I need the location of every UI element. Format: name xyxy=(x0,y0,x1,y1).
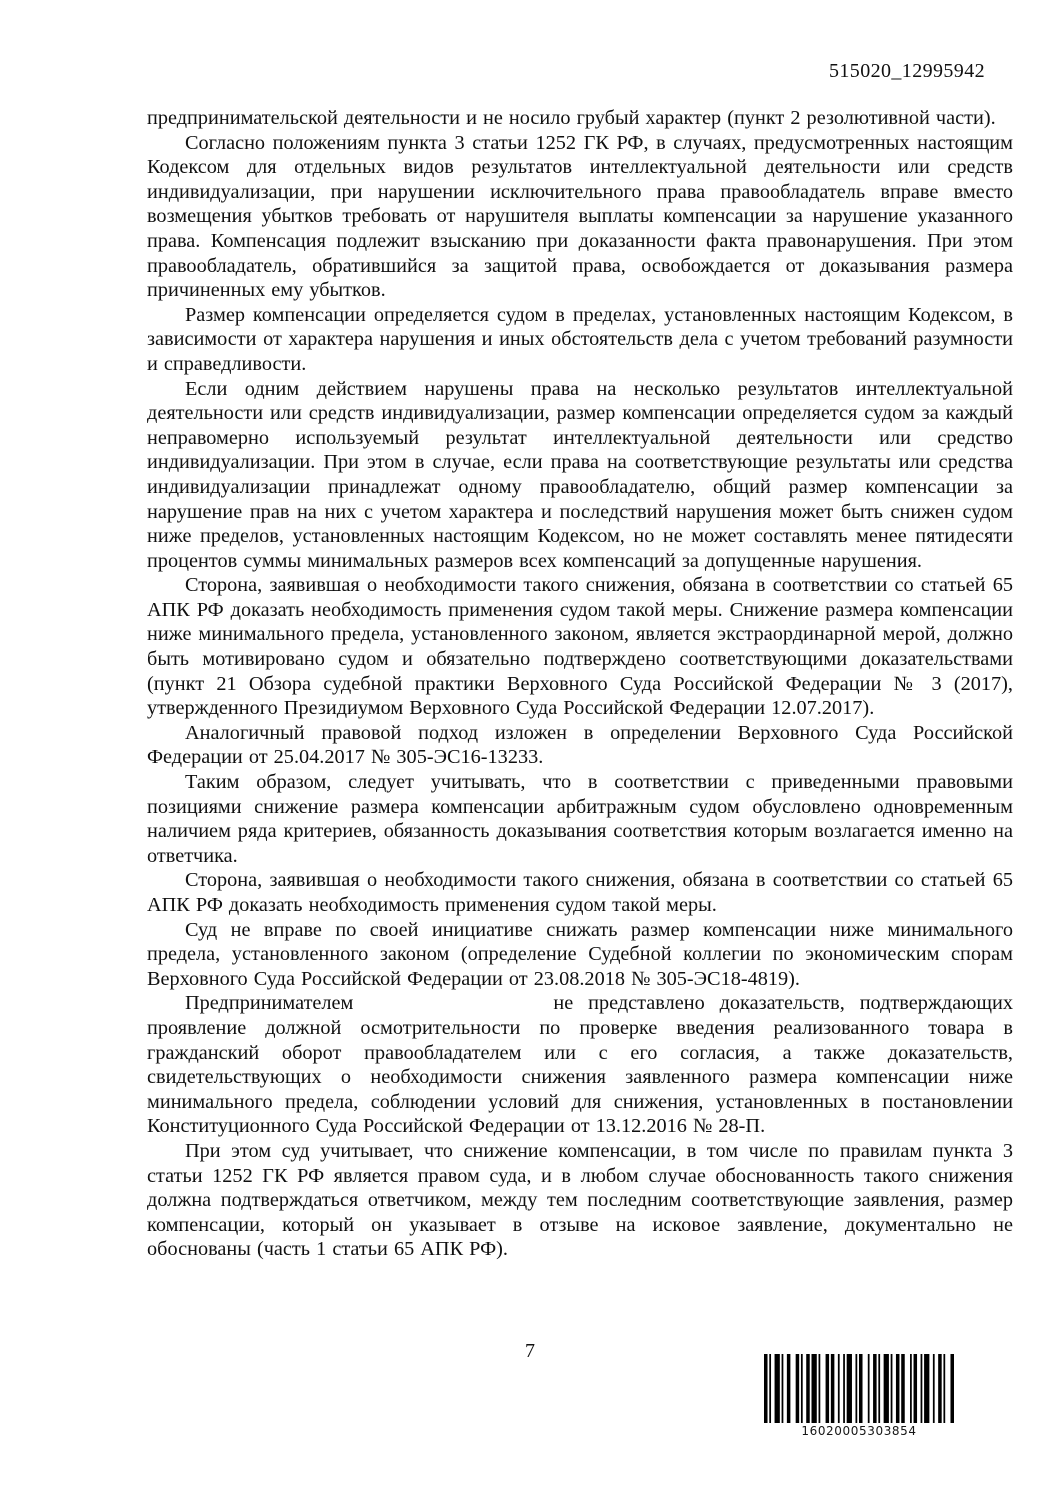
paragraph: Аналогичный правовой подход изложен в определении Верховного Суда Российской Федерации от 25.04.2017 № 305-ЭС16-13233. xyxy=(147,721,1013,769)
document-code: 515020_12995942 xyxy=(829,60,985,82)
paragraph: предпринимательской деятельности и не носило грубый характер (пункт 2 резолютивной части). xyxy=(147,107,996,129)
page-number: 7 xyxy=(525,1340,535,1362)
paragraph: Согласно положениям пункта 3 статьи 1252 ГК РФ, в случаях, предусмотренных настоящим Кодексом для отдельных видов результатов интеллектуальной деятельности или средств индивидуализации, при нарушении исключительного права правообладатель вправе вместо возмещения убытков требовать от нарушителя выплаты компенсации за нарушение указанного права. Компенсация подлежит взысканию при доказанности факта правонарушения. При этом правообладатель, обратившийся за защитой права, освобождается от доказывания размера причиненных ему убытков. xyxy=(147,131,1013,302)
barcode xyxy=(764,1354,954,1438)
paragraph: Сторона, заявившая о необходимости такого снижения, обязана в соответствии со статьей 65 АПК РФ доказать необходимость применения судом такой меры. xyxy=(147,869,1013,916)
barcode-number: 16020005303854 xyxy=(801,1424,917,1438)
paragraph: Сторона, заявившая о необходимости такого снижения, обязана в соответствии со статьей 65 АПК РФ доказать необходимость применения судом такой меры. Снижение размера компенсации ниже минимального предела, установленного законом, является экстраординарной мерой, должно быть мотивировано судом и обязательно подтверждено соответствующими доказательствами (пункт 21 Обзора судебной практики Верховного Суда Российской Федерации № 3 (2017), утвержденного Президиумом Верховного Суда Российской Федерации 12.07.2017). xyxy=(147,574,1013,720)
paragraph: При этом суд учитывает, что снижение компенсации, в том числе по правилам пункта 3 статьи 1252 ГК РФ является правом суда, и в любом случае обоснованность такого снижения должна подтверждаться ответчиком, между тем последним соответствующие заявления, размер компенсации, который он указывает в отзыве на исковое заявление, документально не обоснованы (часть 1 статьи 65 АПК РФ). xyxy=(147,1139,1013,1261)
paragraph: Предпринимателем не представлено доказательств, подтверждающих проявление должной осмотрительности по проверке введения реализованного товара в гражданский оборот правообладателем или с его согласия, а также доказательств, свидетельствующих о необходимости снижения заявленного размера компенсации ниже минимального предела, соблюдении условий для снижения, установленных в постановлении Конституционного Суда Российской Федерации от 13.12.2016 № 28-П. xyxy=(147,992,1013,1138)
paragraph: Размер компенсации определяется судом в пределах, установленных настоящим Кодексом, в зависимости от характера нарушения и иных обстоятельств дела с учетом требований разумности и справедливости. xyxy=(147,303,1013,375)
redacted-gap xyxy=(353,1008,553,1009)
paragraph: Таким образом, следует учитывать, что в соответствии с приведенными правовыми позициями снижение размера компенсации арбитражным судом обусловлено одновременным наличием ряда критериев, обязанность доказывания соответствия которым возлагается именно на ответчика. xyxy=(147,771,1013,867)
paragraph: Суд не вправе по своей инициативе снижать размер компенсации ниже минимального предела, установленного законом (определение Судебной коллегии по экономическим спорам Верховного Суда Российской Федерации от 23.08.2018 № 305-ЭС18-4819). xyxy=(147,918,1013,990)
paragraph: Если одним действием нарушены права на несколько результатов интеллектуальной деятельности или средств индивидуализации, размер компенсации определяется судом за каждый неправомерно используемый результат интеллектуальной деятельности или средство индивидуализации. При этом в случае, если права на соответствующие результаты или средства индивидуализации принадлежат одному правообладателю, общий размер компенсации за нарушение прав на них с учетом характера и последствий нарушения может быть снижен судом ниже пределов, установленных настоящим Кодексом, но не может составлять менее пятидесяти процентов суммы минимальных размеров всех компенсаций за допущенные нарушения. xyxy=(147,377,1013,572)
barcode-image xyxy=(764,1354,954,1423)
document-body xyxy=(147,106,1013,1262)
paragraph-lead: Предпринимателем xyxy=(185,992,354,1015)
